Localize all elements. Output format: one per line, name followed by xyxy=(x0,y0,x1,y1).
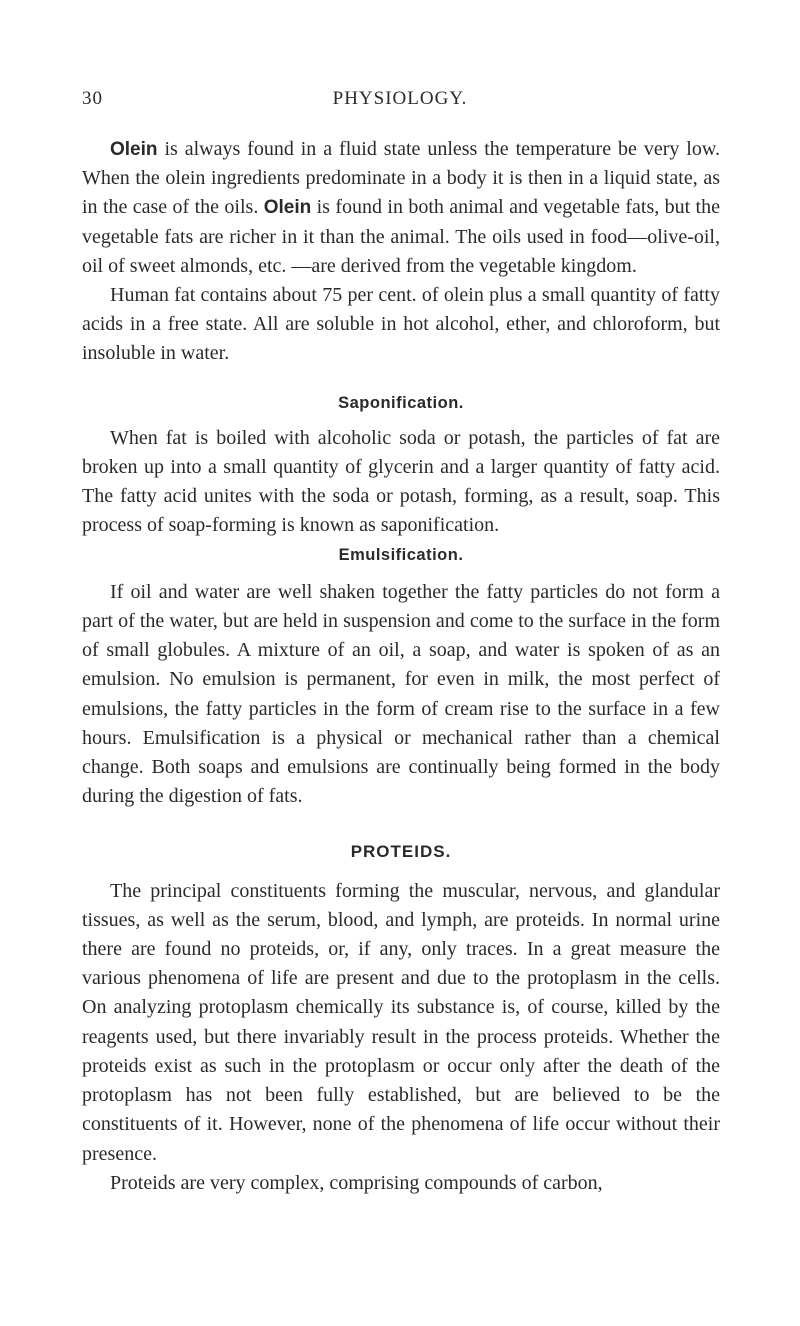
paragraph-proteids-complex: Proteids are very complex, comprising compounds of carbon, xyxy=(110,1171,603,1194)
term-olein: Olein xyxy=(263,197,312,219)
section-heading-saponification: Saponification. xyxy=(338,393,464,412)
paragraph-text: is found in both animal and vegetable fats, but the vegetable fats are richer in it than the animal. The oils used in food—olive-oil, oil of sweet almonds, etc. —are derived from the vegetable kingdom. xyxy=(82,196,720,277)
page-body xyxy=(82,135,720,1198)
running-title: PHYSIOLOGY. xyxy=(332,88,468,109)
page-number: 30 xyxy=(82,88,103,109)
paragraph-olein xyxy=(82,135,720,281)
running-head xyxy=(82,88,718,118)
paragraph-text: is always found in a fluid state unless the temperature be very low. When the olein ingredients predominate in a body it is then in a liquid state, as in the case of the oils. xyxy=(82,138,720,219)
paragraph-human-fat: Human fat contains about 75 per cent. of olein plus a small quantity of fatty acids in a free state. All are soluble in hot alcohol, ether, and chloroform, but insoluble in water. xyxy=(82,284,720,365)
paragraph-proteids: The principal constituents forming the muscular, nervous, and glandular tissues, as well as the serum, blood, and lymph, are proteids. In normal urine there are found no proteids, or, if any, only traces. In a great measure the various phenomena of life are present and due to the protoplasm in the cells. On analyzing protoplasm chemically its substance is, of course, killed by the reagents used, but there invariably result in the process proteids. Whether the proteids exist as such in the protoplasm or occur only after the death of the protoplasm has not been fully established, but are believed to be the constituents of it. However, none of the phenomena of life occur without their presence. xyxy=(82,879,720,1165)
section-heading-proteids: PROTEIDS. xyxy=(350,842,452,862)
paragraph-saponification: When fat is boiled with alcoholic soda or potash, the particles of fat are broken up into a small quantity of glycerin and a larger quantity of fatty acid. The fatty acid unites with the soda or potash, forming, as a result, soap. This process of soap-forming is known as saponification. xyxy=(82,426,720,537)
term-olein: Olein xyxy=(110,139,158,160)
paragraph-emulsification: If oil and water are well shaken together the fatty particles do not form a part of the water, but are held in suspension and come to the surface in the form of small globules. A mixture of an oil, a soap, and water is spoken of as an emulsion. No emulsion is permanent, for even in milk, the most perfect of emulsions, the fatty particles in the form of cream rise to the surface in a few hours. Emulsification is a physical or mechanical rather than a chemical change. Both soaps and emulsions are continually being formed in the body during the digestion of fats. xyxy=(82,580,720,808)
section-heading-emulsification: Emulsification. xyxy=(338,545,464,564)
